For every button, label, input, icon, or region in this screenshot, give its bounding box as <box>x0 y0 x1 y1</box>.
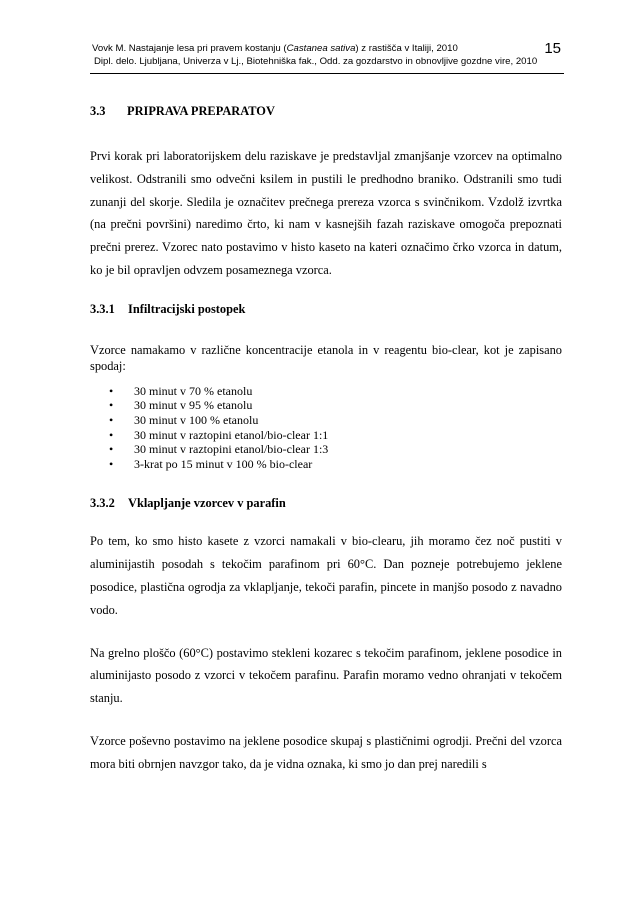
list-item <box>90 398 562 413</box>
subsection-number: 3.3.1 <box>90 301 115 316</box>
list-item <box>90 413 562 428</box>
bullet-icon: • <box>109 427 114 442</box>
list-item-text: 30 minut v 70 % etanolu <box>134 383 253 398</box>
header-citation <box>90 42 564 55</box>
document-body <box>90 103 562 776</box>
bullet-icon: • <box>109 383 114 398</box>
subsection-number: 3.3.2 <box>90 496 115 511</box>
header-species-italic: Castanea sativa <box>286 43 356 54</box>
header-institution: Dipl. delo. Ljubljana, Univerza v Lj., Biotehniška fak., Odd. za gozdarstvo in obnovljive gozdne vire, 2010 <box>94 56 538 67</box>
section-title: PRIPRAVA PREPARATOV <box>127 104 275 118</box>
list-item <box>90 457 562 472</box>
bullet-icon: • <box>109 456 114 471</box>
header-citation-suffix: ) z rastišča v Italiji, 2010 <box>355 43 458 54</box>
page-number: 15 <box>544 40 561 57</box>
header-rule <box>90 73 564 74</box>
subsection-heading-infiltration <box>90 301 562 317</box>
list-item-text: 30 minut v raztopini etanol/bio-clear 1:3 <box>134 442 329 457</box>
paragraph-orientation: Vzorce poševno postavimo na jeklene posodice skupaj s plastičnimi ogrodji. Prečni del vzorca mora biti obrnjen navzgor tako, da je vidna oznaka, ki smo jo dan prej naredili s <box>90 733 562 771</box>
paragraph-embedding: Po tem, ko smo histo kasete z vzorci namakali v bio-clearu, jih moramo čez noč pustiti v aluminijastih posodah s tekočim parafinom pri 60°C. Dan pozneje potrebujemo jeklene posodice, plastična ogrodja za vklapljanje, tekoči parafin, pincete in manjšo posodo z navadno vodo. <box>90 534 562 617</box>
bullet-icon: • <box>109 412 114 427</box>
infiltration-steps-list <box>90 384 562 472</box>
subsection-heading-embedding <box>90 495 562 511</box>
list-item <box>90 442 562 457</box>
paragraph-heating: Na grelno ploščo (60°C) postavimo stekleni kozarec s tekočim parafinom, jeklene posodice in aluminijasto posodo z vzorci v tekočem parafinu. Parafin moramo vedno ohranjati v tekočem stanju. <box>90 645 562 706</box>
list-item-text: 30 minut v raztopini etanol/bio-clear 1:1 <box>134 427 329 442</box>
paragraph-infiltration: Vzorce namakamo v različne koncentracije etanola in v reagentu bio-clear, kot je zapisano spodaj: <box>90 342 562 373</box>
list-item <box>90 384 562 399</box>
list-item-text: 3-krat po 15 minut v 100 % bio-clear <box>134 456 313 471</box>
running-header <box>90 42 564 68</box>
paragraph-intro: Prvi korak pri laboratorijskem delu raziskave je predstavljal zmanjšanje vzorcev na optimalno velikost. Odstranili smo odvečni ksilem in pustili le predhodno braniko. Odstranili smo tudi zunanji del skorje. Sledila je označitev prečnega prereza vzorca s svinčnikom. Vzdolž izvrtka (na prečni površini) naredimo črto, ki nam v kasnejših fazah raziskave omogoča prepoznati prečni prerez. Vzorec nato postavimo v histo kaseto na kateri označimo črko vzorca in datum, ko je bil opravljen odvzem posameznega vzorca. <box>90 149 562 277</box>
header-citation-prefix: Vovk M. Nastajanje lesa pri pravem kostanju ( <box>92 43 287 54</box>
bullet-icon: • <box>109 398 114 413</box>
subsection-title: Vklapljanje vzorcev v parafin <box>128 496 286 511</box>
list-item-text: 30 minut v 100 % etanolu <box>134 412 259 427</box>
list-item-text: 30 minut v 95 % etanolu <box>134 398 253 413</box>
section-number: 3.3 <box>90 104 106 118</box>
bullet-icon: • <box>109 442 114 457</box>
section-heading <box>90 103 562 119</box>
list-item <box>90 428 562 443</box>
subsection-title: Infiltracijski postopek <box>128 301 246 316</box>
